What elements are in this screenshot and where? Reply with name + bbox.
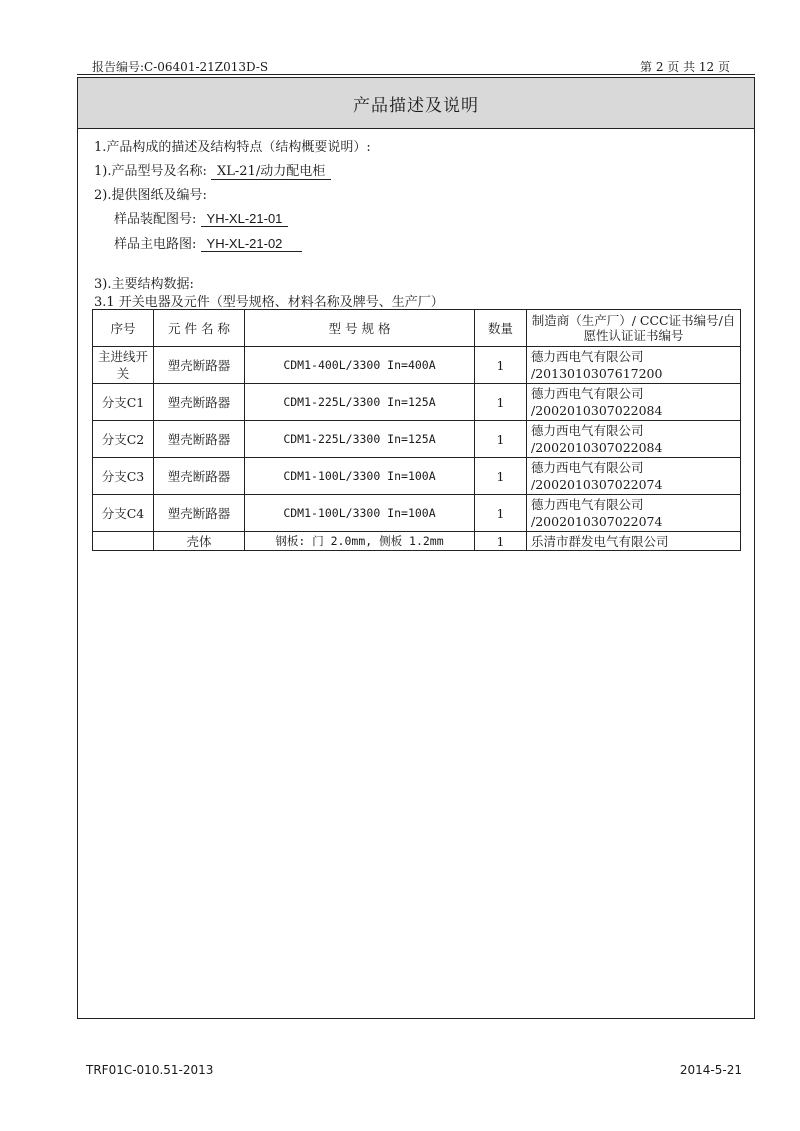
table-caption: 3.1 开关电器及元件（型号规格、材料名称及牌号、生产厂） <box>94 295 444 310</box>
maker-name: 德力西电气有限公司 <box>531 423 644 438</box>
assembly-drawing-label: 样品装配图号: <box>114 212 197 227</box>
product-model-value: XL-21/动力配电柜 <box>211 160 331 180</box>
cell-model: CDM1-225L/3300 In=125A <box>245 421 475 458</box>
circuit-drawing-label: 样品主电路图: <box>114 237 197 252</box>
cell-qty: 1 <box>475 532 527 551</box>
table-row <box>93 384 741 421</box>
certificate-number: /2002010307022074 <box>531 514 663 529</box>
certificate-number: /2002010307022074 <box>531 477 663 492</box>
drawings-label: 2).提供图纸及编号: <box>94 188 207 203</box>
assembly-drawing-line <box>114 208 288 227</box>
cell-no: 分支C4 <box>93 495 154 532</box>
content-frame <box>77 77 755 1019</box>
cell-qty: 1 <box>475 495 527 532</box>
cell-name: 壳体 <box>154 532 245 551</box>
cell-model: CDM1-100L/3300 In=100A <box>245 495 475 532</box>
issue-date: 2014-5-21 <box>679 1063 742 1077</box>
circuit-drawing-line <box>114 233 302 252</box>
circuit-drawing-value: YH-XL-21-02 <box>201 236 303 252</box>
cell-name: 塑壳断路器 <box>154 347 245 384</box>
page-title: 产品描述及说明 <box>353 95 479 116</box>
cell-no: 分支C2 <box>93 421 154 458</box>
cell-name: 塑壳断路器 <box>154 495 245 532</box>
cell-model: CDM1-100L/3300 In=100A <box>245 458 475 495</box>
table-row <box>93 347 741 384</box>
structure-data-label: 3).主要结构数据: <box>94 277 194 292</box>
section-heading: 1.产品构成的描述及结构特点（结构概要说明）: <box>94 140 371 155</box>
cell-model: 钢板: 门 2.0mm, 侧板 1.2mm <box>245 532 475 551</box>
cell-maker <box>527 347 741 384</box>
cell-no: 分支C3 <box>93 458 154 495</box>
cell-maker <box>527 384 741 421</box>
report-number: 报告编号:C-06401-21Z013D-S <box>92 60 269 74</box>
cell-model: CDM1-225L/3300 In=125A <box>245 384 475 421</box>
title-band <box>78 78 754 129</box>
cell-model: CDM1-400L/3300 In=400A <box>245 347 475 384</box>
cell-name: 塑壳断路器 <box>154 421 245 458</box>
certificate-number: /2002010307022084 <box>531 440 663 455</box>
cell-qty: 1 <box>475 384 527 421</box>
certificate-number: /2002010307022084 <box>531 403 663 418</box>
cell-maker <box>527 495 741 532</box>
cell-maker <box>527 458 741 495</box>
maker-name: 德力西电气有限公司 <box>531 386 644 401</box>
maker-name: 德力西电气有限公司 <box>531 497 644 512</box>
table-row <box>93 458 741 495</box>
header-divider <box>77 74 755 75</box>
col-header-model: 型 号 规 格 <box>245 310 475 347</box>
col-header-name: 元 件 名 称 <box>154 310 245 347</box>
cell-no: 主进线开关 <box>93 347 154 384</box>
cell-maker: 乐清市群发电气有限公司 <box>527 532 741 551</box>
col-header-qty: 数量 <box>475 310 527 347</box>
table-row <box>93 421 741 458</box>
maker-name: 德力西电气有限公司 <box>531 349 644 364</box>
cell-maker <box>527 421 741 458</box>
components-table <box>92 309 741 551</box>
page-indicator: 第 2 页 共 12 页 <box>640 60 730 74</box>
cell-qty: 1 <box>475 421 527 458</box>
product-model-label: 1).产品型号及名称: <box>94 164 207 179</box>
certificate-number: /2013010307617200 <box>531 366 663 381</box>
cell-no <box>93 532 154 551</box>
table-header-row <box>93 310 741 347</box>
cell-name: 塑壳断路器 <box>154 384 245 421</box>
col-header-maker: 制造商（生产厂）/ CCC证书编号/自愿性认证证书编号 <box>527 310 741 347</box>
col-header-no: 序号 <box>93 310 154 347</box>
table-row <box>93 532 741 551</box>
form-number: TRF01C-010.51-2013 <box>86 1063 214 1077</box>
assembly-drawing-value: YH-XL-21-01 <box>201 211 289 227</box>
product-model-line <box>94 160 331 180</box>
cell-no: 分支C1 <box>93 384 154 421</box>
maker-name: 德力西电气有限公司 <box>531 460 644 475</box>
cell-name: 塑壳断路器 <box>154 458 245 495</box>
cell-qty: 1 <box>475 458 527 495</box>
cell-qty: 1 <box>475 347 527 384</box>
table-row <box>93 495 741 532</box>
